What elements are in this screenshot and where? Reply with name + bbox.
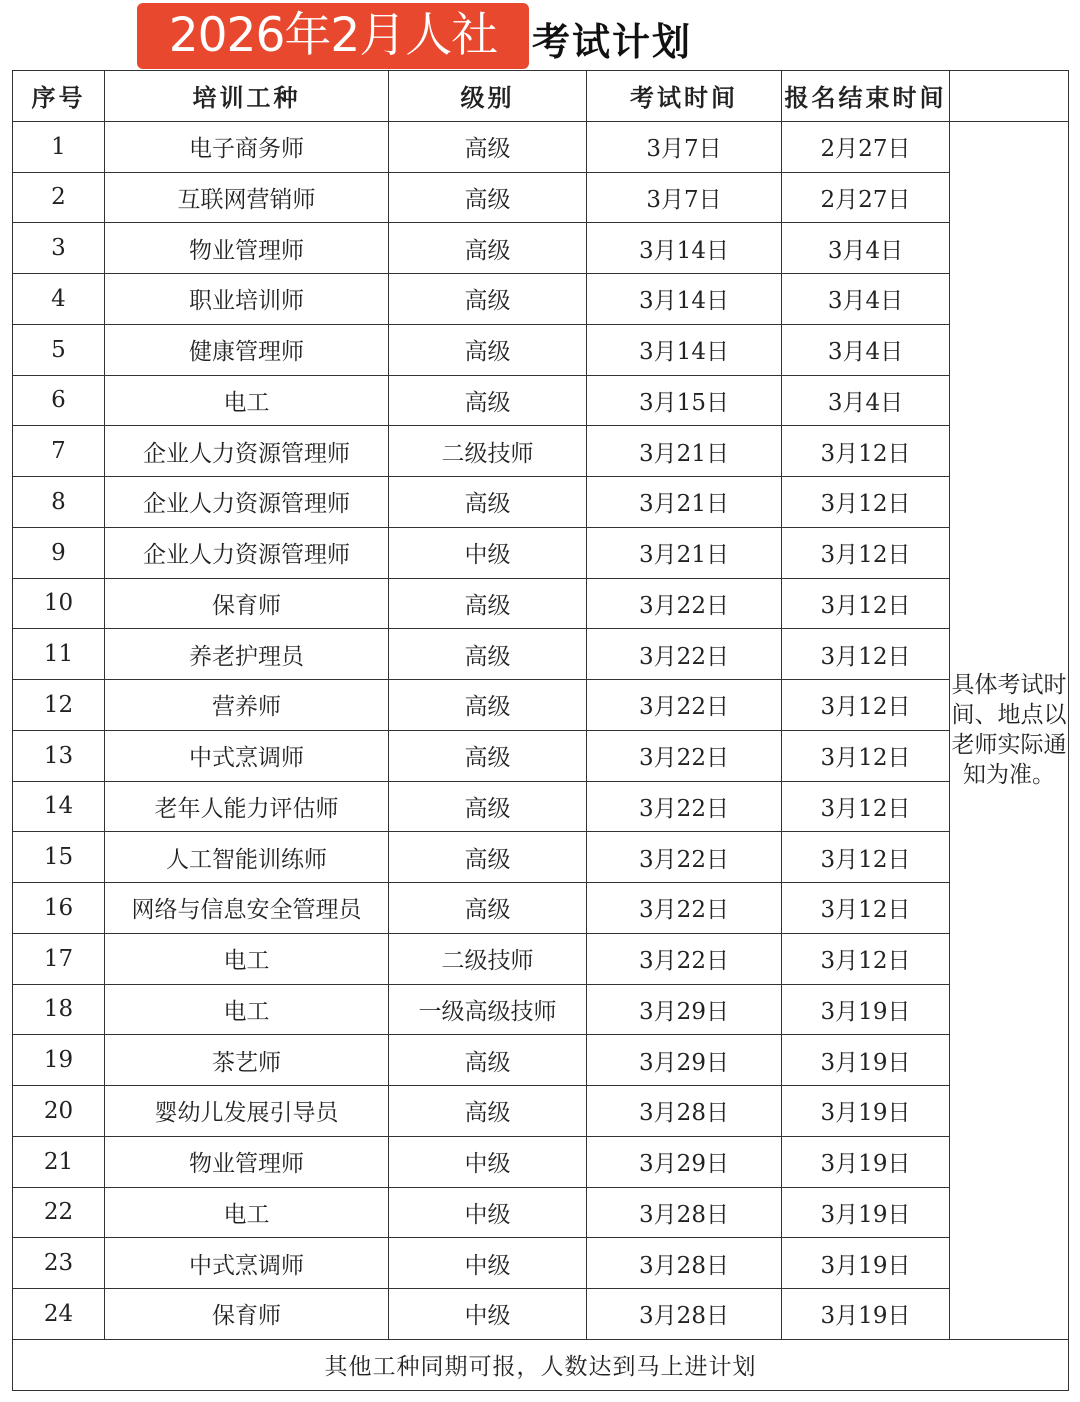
cell-type: 营养师 <box>105 680 389 731</box>
cell-exam-time: 3月14日 <box>587 324 782 375</box>
cell-deadline: 3月19日 <box>782 1086 950 1137</box>
cell-seq: 22 <box>13 1187 105 1238</box>
cell-type: 物业管理师 <box>105 1136 389 1187</box>
cell-type: 企业人力资源管理师 <box>105 426 389 477</box>
exam-plan-table <box>12 70 1069 1391</box>
table-row <box>13 1035 1069 1086</box>
cell-deadline: 3月4日 <box>782 223 950 274</box>
cell-exam-time: 3月29日 <box>587 1136 782 1187</box>
header-deadline: 报名结束时间 <box>782 71 950 122</box>
page-title: 考试计划 <box>532 19 693 64</box>
table-row <box>13 578 1069 629</box>
cell-type: 保育师 <box>105 578 389 629</box>
header-exam-time: 考试时间 <box>587 71 782 122</box>
cell-seq: 15 <box>13 832 105 883</box>
header-seq: 序号 <box>13 71 105 122</box>
cell-deadline: 3月12日 <box>782 477 950 528</box>
cell-type: 电子商务师 <box>105 121 389 172</box>
cell-type: 电工 <box>105 933 389 984</box>
cell-deadline: 3月4日 <box>782 375 950 426</box>
cell-level: 高级 <box>389 1035 587 1086</box>
cell-type: 电工 <box>105 984 389 1035</box>
cell-deadline: 3月12日 <box>782 933 950 984</box>
cell-level: 高级 <box>389 781 587 832</box>
header-blank <box>950 71 1069 122</box>
cell-exam-time: 3月7日 <box>587 121 782 172</box>
cell-deadline: 3月4日 <box>782 324 950 375</box>
table-row <box>13 730 1069 781</box>
cell-seq: 9 <box>13 527 105 578</box>
table-row <box>13 274 1069 325</box>
cell-exam-time: 3月7日 <box>587 172 782 223</box>
cell-deadline: 3月12日 <box>782 883 950 934</box>
cell-seq: 16 <box>13 883 105 934</box>
table-row <box>13 984 1069 1035</box>
cell-seq: 8 <box>13 477 105 528</box>
table-row <box>13 933 1069 984</box>
cell-deadline: 3月12日 <box>782 527 950 578</box>
table-row <box>13 832 1069 883</box>
cell-type: 企业人力资源管理师 <box>105 477 389 528</box>
title-badge: 2026年2月人社 <box>137 3 529 69</box>
table-row <box>13 1238 1069 1289</box>
cell-level: 高级 <box>389 375 587 426</box>
cell-level: 高级 <box>389 883 587 934</box>
cell-type: 婴幼儿发展引导员 <box>105 1086 389 1137</box>
cell-deadline: 2月27日 <box>782 121 950 172</box>
cell-seq: 11 <box>13 629 105 680</box>
cell-level: 高级 <box>389 730 587 781</box>
cell-level: 二级技师 <box>389 426 587 477</box>
cell-exam-time: 3月29日 <box>587 1035 782 1086</box>
cell-deadline: 3月12日 <box>782 730 950 781</box>
cell-type: 职业培训师 <box>105 274 389 325</box>
cell-type: 老年人能力评估师 <box>105 781 389 832</box>
table-row <box>13 680 1069 731</box>
cell-exam-time: 3月22日 <box>587 781 782 832</box>
cell-seq: 1 <box>13 121 105 172</box>
cell-seq: 19 <box>13 1035 105 1086</box>
cell-level: 高级 <box>389 121 587 172</box>
cell-level: 中级 <box>389 1136 587 1187</box>
cell-type: 健康管理师 <box>105 324 389 375</box>
cell-level: 中级 <box>389 1289 587 1340</box>
table-row <box>13 375 1069 426</box>
table-row <box>13 324 1069 375</box>
table-row <box>13 527 1069 578</box>
cell-exam-time: 3月14日 <box>587 274 782 325</box>
cell-level: 高级 <box>389 223 587 274</box>
table-row <box>13 121 1069 172</box>
cell-exam-time: 3月28日 <box>587 1238 782 1289</box>
cell-level: 一级高级技师 <box>389 984 587 1035</box>
cell-exam-time: 3月22日 <box>587 680 782 731</box>
cell-seq: 2 <box>13 172 105 223</box>
cell-level: 高级 <box>389 1086 587 1137</box>
cell-deadline: 3月19日 <box>782 1238 950 1289</box>
cell-seq: 18 <box>13 984 105 1035</box>
cell-type: 企业人力资源管理师 <box>105 527 389 578</box>
cell-seq: 21 <box>13 1136 105 1187</box>
cell-level: 中级 <box>389 527 587 578</box>
table-row <box>13 781 1069 832</box>
cell-type: 物业管理师 <box>105 223 389 274</box>
cell-exam-time: 3月22日 <box>587 629 782 680</box>
cell-exam-time: 3月21日 <box>587 477 782 528</box>
cell-type: 互联网营销师 <box>105 172 389 223</box>
cell-exam-time: 3月22日 <box>587 578 782 629</box>
cell-exam-time: 3月28日 <box>587 1187 782 1238</box>
cell-level: 二级技师 <box>389 933 587 984</box>
cell-seq: 7 <box>13 426 105 477</box>
cell-exam-time: 3月22日 <box>587 730 782 781</box>
cell-type: 养老护理员 <box>105 629 389 680</box>
cell-type: 中式烹调师 <box>105 1238 389 1289</box>
cell-exam-time: 3月22日 <box>587 832 782 883</box>
remark-note: 具体考试时间、地点以老师实际通知为准。 <box>950 121 1069 1339</box>
cell-level: 高级 <box>389 680 587 731</box>
cell-seq: 13 <box>13 730 105 781</box>
cell-seq: 14 <box>13 781 105 832</box>
cell-type: 中式烹调师 <box>105 730 389 781</box>
cell-deadline: 3月12日 <box>782 426 950 477</box>
title-bar <box>0 0 1080 70</box>
cell-exam-time: 3月28日 <box>587 1289 782 1340</box>
cell-level: 高级 <box>389 629 587 680</box>
cell-level: 高级 <box>389 477 587 528</box>
table-row <box>13 1136 1069 1187</box>
cell-level: 高级 <box>389 274 587 325</box>
cell-deadline: 3月12日 <box>782 578 950 629</box>
header-level: 级别 <box>389 71 587 122</box>
cell-type: 保育师 <box>105 1289 389 1340</box>
cell-exam-time: 3月15日 <box>587 375 782 426</box>
table-row <box>13 629 1069 680</box>
cell-exam-time: 3月21日 <box>587 527 782 578</box>
cell-type: 网络与信息安全管理员 <box>105 883 389 934</box>
cell-exam-time: 3月29日 <box>587 984 782 1035</box>
header-type: 培训工种 <box>105 71 389 122</box>
cell-type: 电工 <box>105 375 389 426</box>
cell-deadline: 3月12日 <box>782 832 950 883</box>
footer-row <box>13 1339 1069 1390</box>
cell-deadline: 3月19日 <box>782 1187 950 1238</box>
table-row <box>13 1289 1069 1340</box>
cell-exam-time: 3月22日 <box>587 883 782 934</box>
cell-seq: 20 <box>13 1086 105 1137</box>
cell-deadline: 2月27日 <box>782 172 950 223</box>
cell-level: 中级 <box>389 1238 587 1289</box>
cell-deadline: 3月19日 <box>782 984 950 1035</box>
cell-deadline: 3月4日 <box>782 274 950 325</box>
cell-seq: 5 <box>13 324 105 375</box>
cell-level: 高级 <box>389 324 587 375</box>
header-row <box>13 71 1069 122</box>
cell-seq: 12 <box>13 680 105 731</box>
table-row <box>13 1086 1069 1137</box>
cell-seq: 6 <box>13 375 105 426</box>
cell-seq: 17 <box>13 933 105 984</box>
cell-exam-time: 3月21日 <box>587 426 782 477</box>
cell-exam-time: 3月22日 <box>587 933 782 984</box>
cell-deadline: 3月12日 <box>782 680 950 731</box>
cell-exam-time: 3月14日 <box>587 223 782 274</box>
cell-exam-time: 3月28日 <box>587 1086 782 1137</box>
table-row <box>13 883 1069 934</box>
cell-level: 中级 <box>389 1187 587 1238</box>
cell-type: 茶艺师 <box>105 1035 389 1086</box>
table-body <box>13 121 1069 1339</box>
cell-deadline: 3月19日 <box>782 1136 950 1187</box>
cell-deadline: 3月12日 <box>782 781 950 832</box>
cell-level: 高级 <box>389 172 587 223</box>
table-row <box>13 1187 1069 1238</box>
cell-deadline: 3月12日 <box>782 629 950 680</box>
cell-level: 高级 <box>389 832 587 883</box>
cell-type: 电工 <box>105 1187 389 1238</box>
cell-seq: 4 <box>13 274 105 325</box>
cell-deadline: 3月19日 <box>782 1289 950 1340</box>
table-row <box>13 477 1069 528</box>
cell-level: 高级 <box>389 578 587 629</box>
cell-type: 人工智能训练师 <box>105 832 389 883</box>
table-row <box>13 223 1069 274</box>
cell-seq: 10 <box>13 578 105 629</box>
cell-seq: 3 <box>13 223 105 274</box>
footer-note: 其他工种同期可报，人数达到马上进计划 <box>13 1339 1069 1390</box>
cell-seq: 24 <box>13 1289 105 1340</box>
cell-seq: 23 <box>13 1238 105 1289</box>
table-row <box>13 426 1069 477</box>
table-row <box>13 172 1069 223</box>
cell-deadline: 3月19日 <box>782 1035 950 1086</box>
